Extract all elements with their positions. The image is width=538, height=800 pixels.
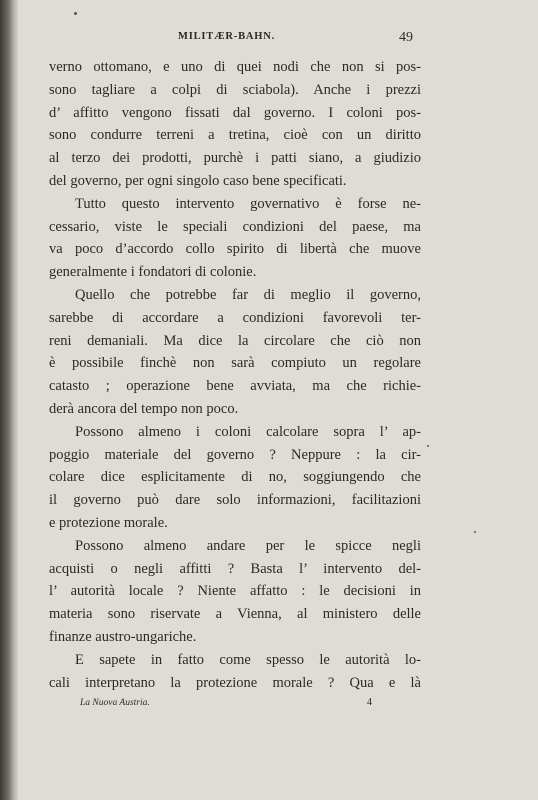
text-line: d’ affitto vengono fissati dal governo. I coloni pos- [49,104,421,121]
scan-speck [474,531,476,533]
text-line: materia sono riservate a Vienna, al ministero delle [49,606,421,623]
text-line: cali interpretano la protezione morale ? Qua e là [49,674,421,691]
body-text [49,56,421,694]
text-line: l’ autorità locale ? Niente affatto : le decisioni in [49,583,421,600]
scan-speck [74,12,77,15]
text-line: e protezione morale. [49,514,168,531]
text-line: sono condurre terreni a tretina, cioè con un diritto [49,127,421,144]
page-number: 49 [399,30,413,45]
text-line: cessario, viste le speciali condizioni del paese, ma [49,218,421,235]
text-line: Quello che potrebbe far di meglio il governo, [75,286,421,303]
text-line: sono tagliare a colpi di sciabola). Anche i prezzi [49,81,421,98]
book-page [18,0,538,800]
paragraph [49,193,421,284]
text-line: Possono almeno andare per le spicce negli [75,537,421,554]
text-line: catasto ; operazione bene avviata, ma che richie- [49,378,421,395]
text-line: derà ancora del tempo non poco. [49,400,239,417]
text-line: Tutto questo intervento governativo è forse ne- [75,195,421,212]
text-line: Possono almeno i coloni calcolare sopra l’ ap- [75,423,421,440]
text-line: il governo può dare solo informazioni, facilitazioni [49,492,421,509]
printer-signature: La Nuova Austria. [80,698,150,708]
text-line: acquisti o negli affitti ? Basta l’ intervento del- [49,560,421,577]
scan-binding-shadow [0,0,20,800]
running-title: MILITÆR-BAHN. [178,31,276,42]
paragraph [49,56,421,193]
text-line: va poco d’accordo collo spirito di libertà che muove [49,241,421,258]
paragraph [49,535,421,649]
text-line: generalmente i fondatori di colonie. [49,264,257,281]
text-line: al terzo dei prodotti, purchè i patti siano, a giudizio [49,150,421,167]
text-line: colare dice esplicitamente di no, soggiungendo che [49,469,421,486]
text-line: finanze austro-ungariche. [49,628,197,645]
text-line: del governo, per ogni singolo caso bene specificati. [49,172,347,189]
text-line: reni demaniali. Ma dice la circolare che ciò non [49,332,421,349]
text-line: sarebbe di accordare a condizioni favorevoli ter- [49,309,421,326]
paragraph [49,284,421,421]
text-line: E sapete in fatto come spesso le autorità lo- [75,651,421,668]
text-line: è possibile finchè non sarà compiuto un regolare [49,355,421,372]
text-line: poggio materiale del governo ? Neppure : la cir- [49,446,421,463]
signature-mark: 4 [367,697,372,708]
paragraph [49,649,421,695]
text-line: verno ottomano, e uno di quei nodi che non si pos- [49,59,421,75]
paragraph [49,421,421,535]
scan-speck [427,445,429,447]
